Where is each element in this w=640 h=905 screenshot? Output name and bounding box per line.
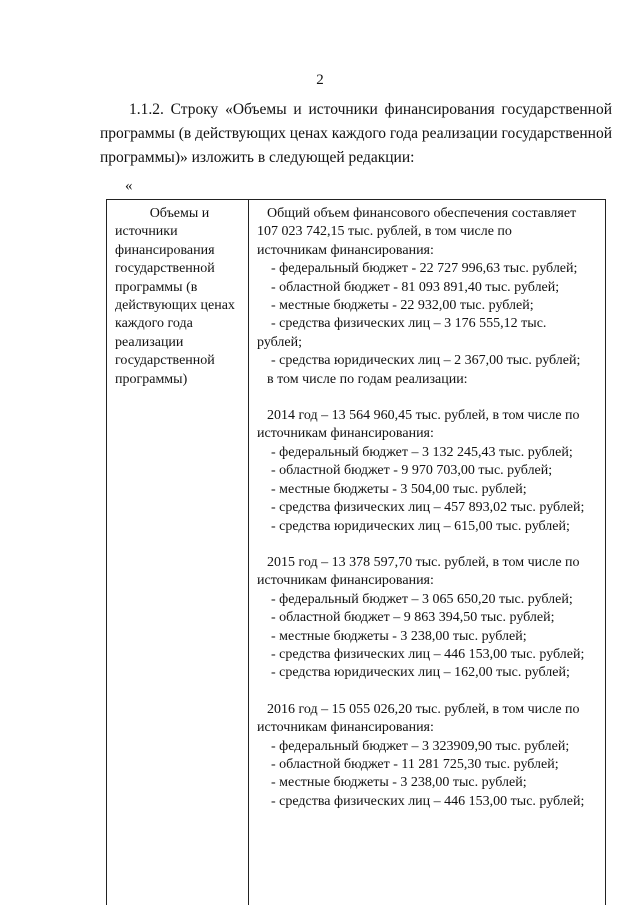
y2014-local: - местные бюджеты - 3 504,00 тыс. рублей; xyxy=(271,481,527,497)
total-individuals: - средства физических лиц – 3 176 555,12 тыс. xyxy=(271,316,547,332)
row-label-cell xyxy=(107,200,249,905)
y2015-local: - местные бюджеты - 3 238,00 тыс. рублей; xyxy=(271,628,527,644)
total-line-3: источникам финансирования: xyxy=(257,242,434,258)
y2014-line-2: источникам финансирования: xyxy=(257,426,434,442)
row-label-line: реализации xyxy=(115,334,184,350)
row-label-line: государственной xyxy=(115,261,215,277)
spacer xyxy=(257,536,601,554)
y2016-line-1: 2016 год – 15 055 026,20 тыс. рублей, в том числе по xyxy=(267,701,580,717)
year-2015-block xyxy=(257,554,601,683)
row-label-line: источники xyxy=(115,224,178,240)
year-2016-block xyxy=(257,701,601,811)
total-federal: - федеральный бюджет - 22 727 996,63 тыс. рублей; xyxy=(271,261,578,277)
total-financing-block xyxy=(257,205,601,389)
row-label-line: программы (в xyxy=(115,279,198,295)
spacer xyxy=(257,389,601,407)
y2015-individuals: - средства физических лиц – 446 153,00 тыс. рублей; xyxy=(271,646,585,662)
total-individuals-cont: рублей; xyxy=(257,334,302,350)
row-label-line: каждого года xyxy=(115,316,193,332)
y2016-local: - местные бюджеты - 3 238,00 тыс. рублей; xyxy=(271,775,527,791)
y2014-federal: - федеральный бюджет – 3 132 245,43 тыс. рублей; xyxy=(271,444,573,460)
y2016-line-2: источникам финансирования: xyxy=(257,720,434,736)
y2015-regional: - областной бюджет – 9 863 394,50 тыс. рублей; xyxy=(271,610,555,626)
y2016-federal: - федеральный бюджет – 3 323909,90 тыс. рублей; xyxy=(271,738,570,754)
total-local: - местные бюджеты - 22 932,00 тыс. рублей; xyxy=(271,298,534,314)
y2015-legal: - средства юридических лиц – 162,00 тыс. рублей; xyxy=(271,665,570,681)
row-label-line: финансирования xyxy=(115,242,215,258)
row-label-line: программы) xyxy=(115,371,188,387)
y2015-federal: - федеральный бюджет – 3 065 650,20 тыс. рублей; xyxy=(271,591,573,607)
page-number: 2 xyxy=(316,72,324,88)
row-label-line: государственной xyxy=(115,353,215,369)
intro-line-3: программы)» изложить в следующей редакции: xyxy=(100,149,415,166)
total-line-1: Общий объем финансового обеспечения составляет xyxy=(267,206,577,221)
y2015-line-2: источникам финансирования: xyxy=(257,573,434,589)
intro-paragraph xyxy=(100,98,612,170)
row-label-line: действующих ценах xyxy=(115,298,235,314)
total-legal: - средства юридических лиц – 2 367,00 тыс. рублей; xyxy=(271,353,581,369)
financing-details-cell xyxy=(249,200,605,905)
y2014-legal: - средства юридических лиц – 615,00 тыс. рублей; xyxy=(271,518,570,534)
open-quote: « xyxy=(125,178,133,194)
y2016-individuals: - средства физических лиц – 446 153,00 тыс. рублей; xyxy=(271,793,585,809)
y2015-line-1: 2015 год – 13 378 597,70 тыс. рублей, в том числе по xyxy=(267,554,580,570)
y2014-line-1: 2014 год – 13 564 960,45 тыс. рублей, в том числе по xyxy=(267,408,580,424)
y2014-individuals: - средства физических лиц – 457 893,02 тыс. рублей; xyxy=(271,500,585,516)
intro-line-1: 1.1.2. Строку «Объемы и источники финансирования государственной xyxy=(129,101,612,118)
spacer xyxy=(257,683,601,701)
year-2014-block xyxy=(257,407,601,536)
total-by-years: в том числе по годам реализации: xyxy=(267,371,468,387)
intro-line-2: программы (в действующих ценах каждого года реализации государственной xyxy=(100,125,612,142)
total-regional: - областной бюджет - 81 093 891,40 тыс. рублей; xyxy=(271,279,560,295)
financing-table xyxy=(106,199,606,905)
y2014-regional: - областной бюджет - 9 970 703,00 тыс. рублей; xyxy=(271,463,553,479)
y2016-regional: - областной бюджет - 11 281 725,30 тыс. рублей; xyxy=(271,756,559,772)
row-label-line: Объемы и xyxy=(149,206,210,221)
total-line-2: 107 023 742,15 тыс. рублей, в том числе по xyxy=(257,224,512,240)
